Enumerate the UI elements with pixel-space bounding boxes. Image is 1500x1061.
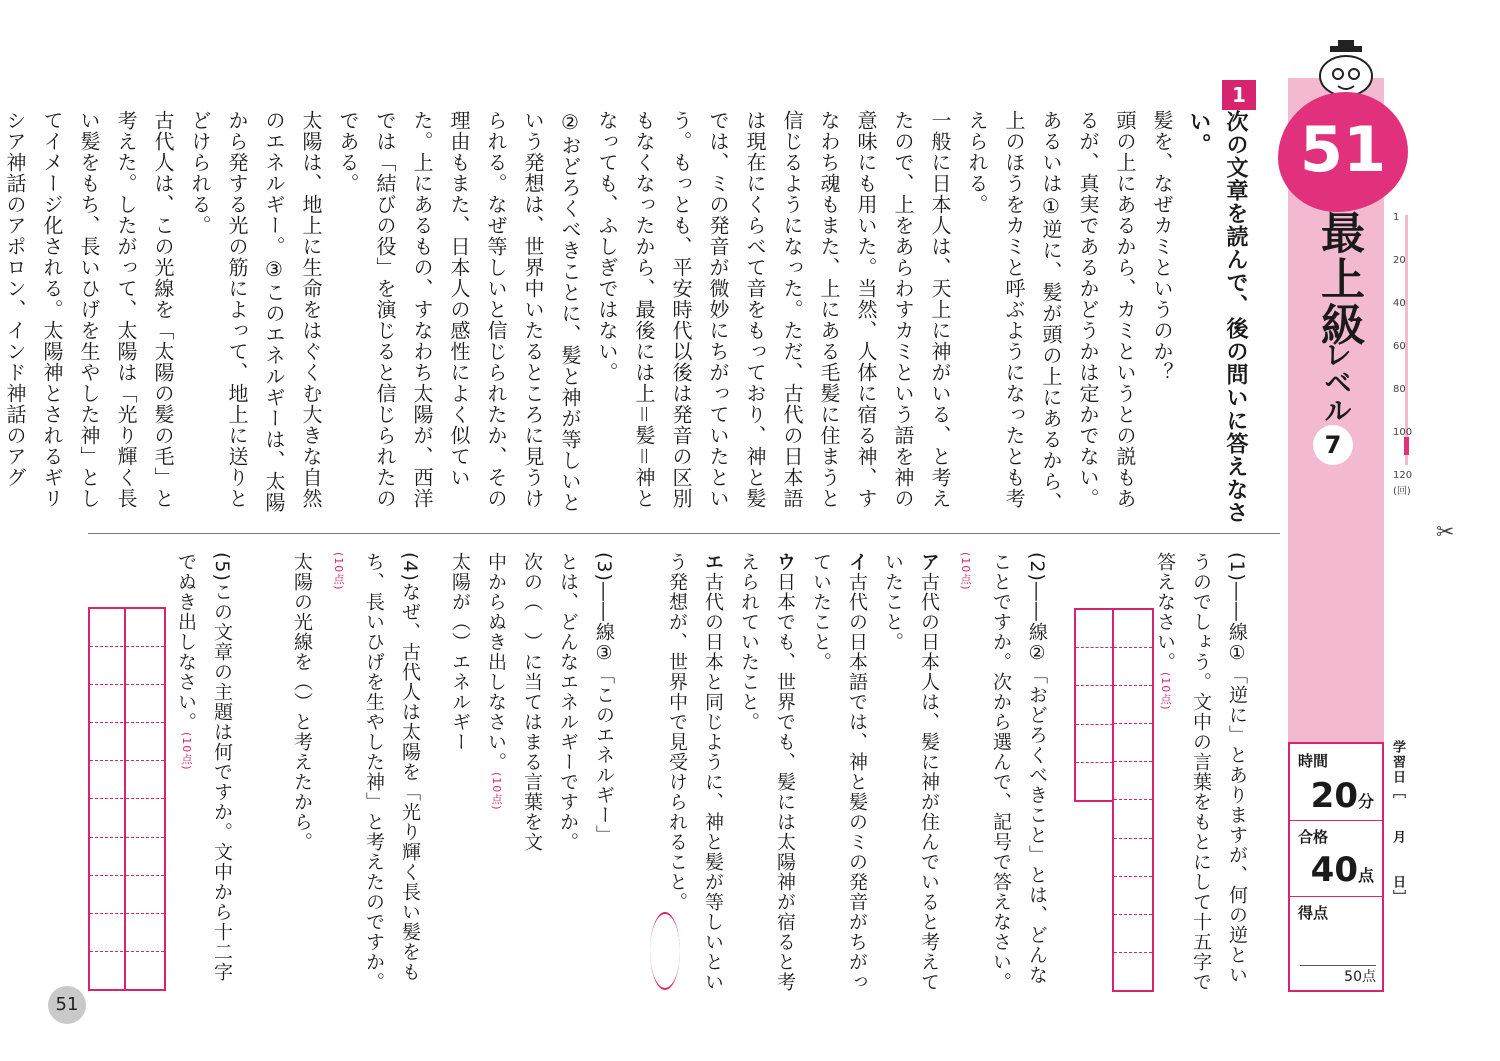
scale-unit: (回) (1393, 486, 1411, 497)
problem-number-badge: 1 (1222, 80, 1256, 110)
question-2 (666, 552, 1055, 997)
pass-label: 合格 (1298, 828, 1329, 846)
passage-paragraph: 頭の上にあるから、カミというとの説もあるが、真実であるかどうかは定かでない。あるいは①逆に、髪が頭の上にあるから、上のほうをカミと呼ぶようになったとも考えられる。 (965, 110, 1137, 513)
scale-label: 80 (1393, 384, 1406, 395)
unit-subtitle: レベル (1320, 340, 1353, 424)
question-text: ――線①「逆に」とありますが、何の逆というのでしょう。文中の言葉をもとにして十五字で答えなさい。 (1154, 552, 1248, 992)
reading-passage (3, 110, 1260, 525)
unit-title: 最上級 (1313, 210, 1364, 348)
question-text: この文章の主題は何ですか。文中から十二字でぬき出しなさい。 (175, 552, 233, 982)
question-1 (1154, 552, 1255, 992)
passage-paragraph: 髪を、なぜカミというのか？ (1150, 110, 1174, 383)
answer-frame: 太陽が（）エネルギー (449, 552, 471, 752)
progress-marker (1404, 437, 1409, 455)
passage-paragraph: ②おどろくべきことに、髪と神が等しいという発想は、世界中いたるところに見うけられる。なぜ等しいと信じられたか、その理由もまた、日本人の感性によく似ていた。上にあるもの、すなわち太陽が、西洋では「結びの役」を演じると信じられたのである。 (336, 110, 582, 513)
section-divider (88, 533, 1280, 534)
time-label: 時間 (1298, 752, 1329, 770)
mascot-icon (1306, 40, 1386, 100)
question-text: なぜ、古代人は太陽を「光り輝く長い髪をもち、長いひげを生やした神」と考えたのですか。 (363, 552, 421, 992)
answer-paren-q2[interactable] (650, 912, 680, 990)
question-points: (10点) (180, 732, 193, 771)
question-text: ――線②「おどろくべきこと」とは、どんなことですか。次から選んで、記号で答えなさい。 (990, 552, 1048, 992)
pass-value: 40点 (1310, 850, 1374, 890)
score-label: 得点 (1298, 904, 1329, 922)
scale-label: 20 (1393, 255, 1406, 266)
scale-label: 1 (1393, 212, 1400, 223)
question-number: (3) (593, 552, 615, 582)
scale-label: 40 (1393, 298, 1406, 309)
question-points: (10点) (490, 772, 503, 811)
question-number: (1) (1226, 552, 1248, 582)
passage-paragraph: 太陽は、地上に生命をはぐくむ大きな自然のエネルギー。③このエネルギーは、太陽から発する光の筋によって、地上に送りとどけられる。 (188, 110, 323, 513)
choice-item: イ古代の日本語では、神と髪のミの発音がちがっていたこと。 (810, 552, 868, 992)
scissors-icon: ✂ (1436, 520, 1455, 545)
page-number: 51 (48, 986, 86, 1024)
question-number: (2) (1026, 552, 1048, 582)
unit-number: 51 (1278, 92, 1408, 212)
question-5 (170, 552, 240, 992)
question-4 (258, 552, 428, 992)
answer-grid-q1-col2[interactable] (1112, 608, 1154, 992)
choice-item: エ古代の日本と同じように、神と髪が等しいという発想が、世界中で見受けられること。 (666, 552, 724, 992)
problem-instruction: 次の文章を読んで、後の問いに答えなさい。 (1186, 110, 1248, 524)
question-points: (10点) (332, 552, 345, 591)
passage-paragraph: 一般に日本人は、天上に神がいる、と考えたので、上をあらわすカミという語を神の意味にも用いた。当然、人体に宿る神、すなわち魂もまた、上にある毛髪に住まうと信じるようになった。ただ、古代の日本語は現在にくらべて音をもっており、神と髪では、ミの発音が微妙にちがっていたという。もっとも、平安時代以後は発音の区別もなくなったから、最後には上＝髪＝神となっても、ふしぎではない。 (595, 110, 952, 509)
passage-paragraph: 古代人は、この光線を「太陽の髪の毛」と考えた。したがって、太陽は「光り輝く長い髪をもち、長いひげを生やした神」としてイメージ化される。太陽神とされるギリシア神話のアポロン、インド神話のアグ (3, 110, 175, 509)
score-box (1288, 742, 1384, 992)
question-number: (4) (399, 552, 421, 582)
answer-frame: 太陽の光線を（）と考えたから。 (291, 552, 313, 852)
question-3 (449, 552, 622, 852)
score-total: 50点 (1300, 965, 1376, 986)
choice-item: ウ日本でも、世界でも、髪には太陽神が宿ると考えられていたこと。 (738, 552, 796, 992)
level-number: 7 (1313, 425, 1353, 465)
question-points: (10点) (1159, 672, 1172, 711)
question-points: (10点) (959, 552, 972, 591)
study-date[interactable]: 学習日［ 月 日］ (1390, 740, 1405, 905)
answer-grid-q5-col2[interactable] (124, 607, 166, 991)
scale-label: 60 (1393, 341, 1406, 352)
time-value: 20分 (1310, 776, 1374, 816)
question-text: ――線③「このエネルギー」とは、どんなエネルギーですか。次の（ ）に当てはまる言葉を文中からぬき出しなさい。 (485, 552, 615, 852)
scale-label: 120 (1393, 470, 1413, 481)
question-number: (5) (211, 552, 233, 582)
scale-label: 100 (1393, 427, 1413, 438)
choice-item: ア古代の日本人は、髪に神が住んでいると考えていたこと。 (882, 552, 940, 992)
